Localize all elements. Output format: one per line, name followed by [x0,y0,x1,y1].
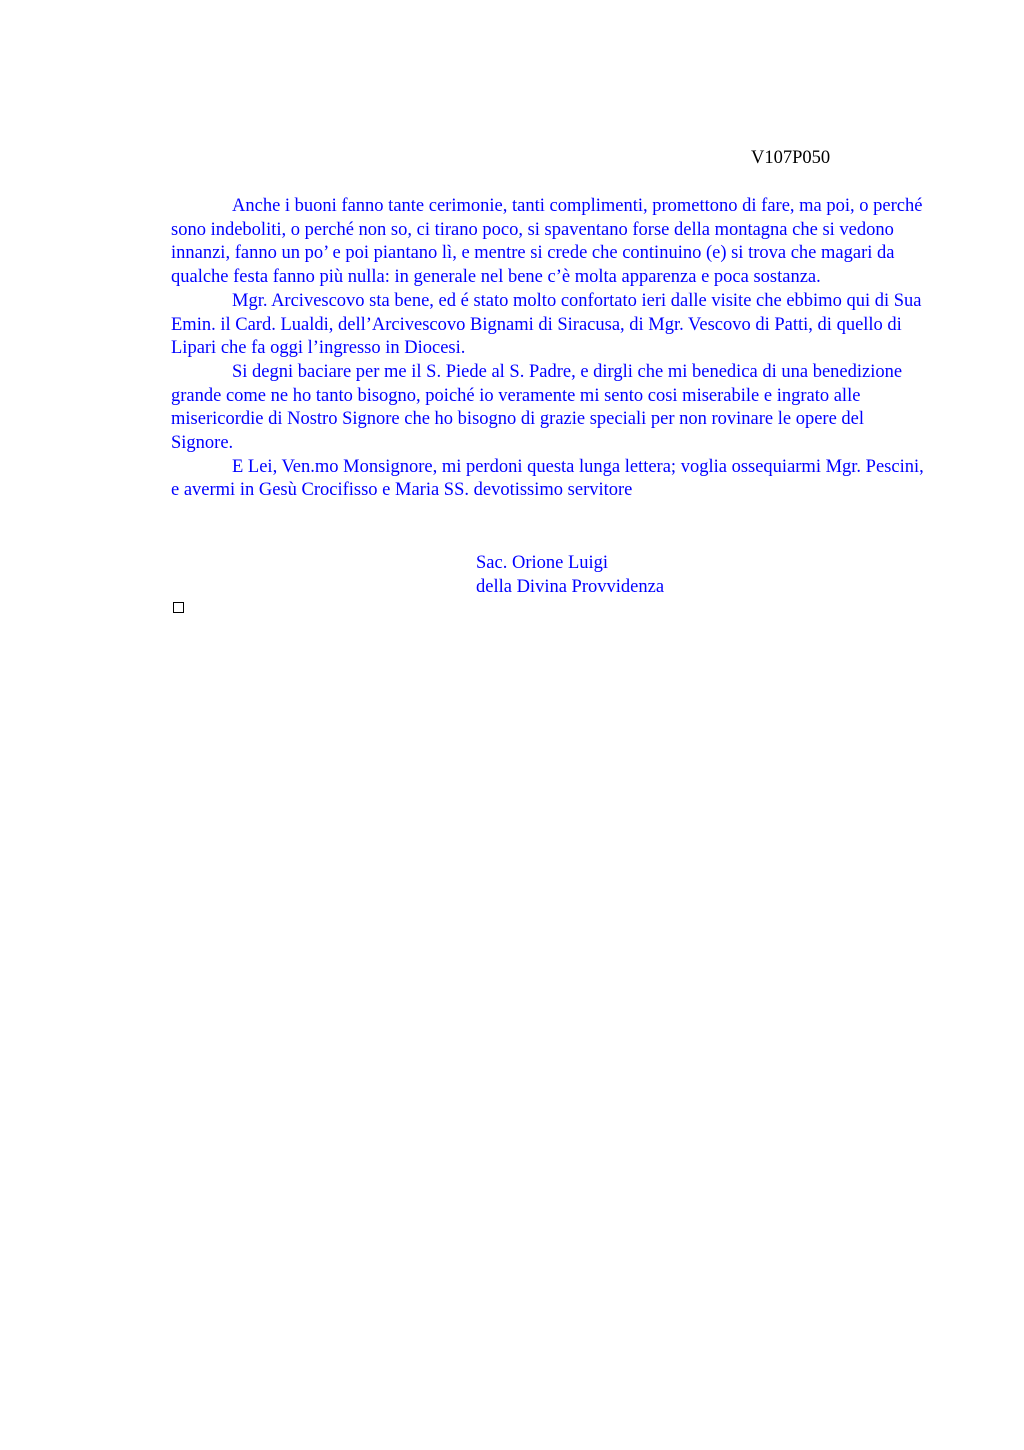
signature-block [476,551,664,599]
page-reference-code: V107P050 [751,148,831,168]
paragraph-3: Si degni baciare per me il S. Piede al S. Padre, e dirgli che mi benedica di una benedizione grande come ne ho tanto bisogno, poiché io veramente mi sento cosi miserabile e ingrato alle misericordie di Nostro Signore che ho bisogno di grazie speciali per non rovinare le opere del Signore. [171,361,903,454]
empty-square-icon [173,602,184,613]
signature-affiliation: della Divina Provvidenza [476,577,665,597]
paragraph-1: Anche i buoni fanno tante cerimonie, tanti complimenti, promettono di fare, ma poi, o perché sono indeboliti, o perché non so, ci tirano poco, si spaventano forse della montagna che si vedono innanzi, fanno un po’ e poi piantano lì, e mentre si crede che continuino (e) si trova che magari da qualche festa fanno più nulla: in generale nel bene c’è molta apparenza e poca sostanza. [171,196,923,288]
paragraph-2: Mgr. Arcivescovo sta bene, ed é stato molto confortato ieri dalle visite che ebbimo qui di Sua Emin. il Card. Lualdi, dell’Arcivescovo Bignami di Siracusa, di Mgr. Vescovo di Patti, di quello di Lipari che fa oggi l’ingresso in Diocesi. [171,290,922,359]
letter-body [171,195,929,503]
signature-name: Sac. Orione Luigi [476,553,609,573]
paragraph-4: E Lei, Ven.mo Monsignore, mi perdoni questa lunga lettera; voglia ossequiarmi Mgr. Pescini, e avermi in Gesù Crocifisso e Maria SS. devotissimo servitore [171,456,924,501]
